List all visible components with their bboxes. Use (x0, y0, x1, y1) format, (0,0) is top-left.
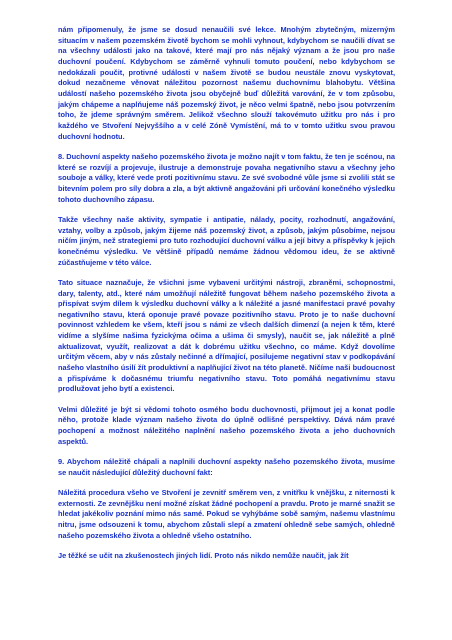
paragraph-importance: Velmi důležité je být si vědomi tohoto osmého bodu duchovnosti, přijmout jej a konat podle něho, protože klade význam našeho života do úplně odlišné perspektivy. Dává nám pravé pochopení a možnost náležitého naplnění našeho pozemského života a jeho duchovních aspektů. (58, 404, 395, 446)
paragraph-lessons: nám připomenuly, že jsme se dosud nenaučili své lekce. Mnohým zbytečným, mizerným situacím v našem pozemském životě bychom se mohli vyhnout, kdybychom se naučili dívat se na všechny události jako na takové, které mají pro nás nějaký význam a že jsou pro naše duchovní poučení. Kdybychom se záměrně vyhnuli tomuto poučení, nebo kdybychom se nedokázali poučit, protivné události v našem životě se budou neustále znovu vyskytovat, dokud nezačneme věnovat náležitou pozornost našemu duchovnímu blahobytu. Většina událostí našeho pozemského života jsou obyčejně buď důležitá varování, že v tom způsobu, jakým chápeme a naplňujeme náš pozemský život, je něco velmi špatně, nebo jsou potvrzením toho, že jdeme správným směrem. Jelikož všechno slouží takovémuto užitku pro nás i pro každého ve Stvoření Nejvyššího a v celé Zóně Vymístění, má to v tomto užitku svou pravou duchovní hodnotu. (58, 25, 395, 141)
paragraph-activities: Takže všechny naše aktivity, sympatie i antipatie, nálady, pocity, rozhodnutí, angažování, vztahy, volby a způsob, jakým žijeme náš pozemský život, a způsob, jakým působíme, nejsou ničím jiným, než strategiemi pro tuto rozhodující duchovní válku a její bitvy a příspěvky k jejich konečnému výsledku. Ve většině případů nemáme žádnou vědomou ideu, že se aktivně zúčastňujeme v této válce. (58, 214, 395, 267)
paragraph-inside-out: Náležitá procedura všeho ve Stvoření je zevnitř směrem ven, z vnitřku k vnějšku, z niternosti k externosti. Ze zevnějšku není možné získat žádné pochopení a pravdu. Proto je marné snažit se hledat jakékoliv poznání mimo nás samé. Pokud se vyhýbáme sobě samým, našemu vlastnímu nitru, jsme odsouzeni k tomu, abychom zůstali slepí a zmatení ohledně sebe samých, ohledně našeho pozemského života a ohledně všeho ostatního. (58, 488, 395, 540)
paragraph-experience: Je těžké se učit na zkušenostech jiných lidí. Proto nás nikdo nemůže naučit, jak žít (58, 551, 349, 561)
paragraph-point-8: 8. Duchovní aspekty našeho pozemského života je možno najít v tom faktu, že ten je scénou, na které se rozvíjí a projevuje, ilustruje a demonstruje povaha negativního stavu a všechny jeho souboje a války, které vede proti pozitivnímu stavu. Ze své svobodné vůle jsme si zvolili stát se bitevním polem pro síly dobra a zla, a být aktivně angažováni při určování konečného výsledku tohoto duchovního zápasu. (58, 151, 395, 204)
paragraph-point-9: 9. Abychom náležitě chápali a naplnili duchovní aspekty našeho pozemského života, musíme se naučit následující důležitý duchovní fakt: (58, 457, 395, 477)
paragraph-tools: Tato situace naznačuje, že všichni jsme vybaveni určitými nástroji, zbraněmi, schopnostmi, dary, talenty, atd., které nám umožňují náležitě fungovat během našeho pozemského života a přispívat svým dílem k výsledku duchovní války a k náležité a jasné manifestaci pravé povahy negativního stavu, která oponuje pravé povaze pozitivního stavu. Proto je to naše duchovní povinnost vzhledem ke všem, kteří jsou s námi ze všech dalších dimenzí (a nejen k těm, které vidíme a slyšíme našima fyzickýma očima a ušima či smysly), naučit se, jak náležitě a plně aktualizovat, využít, realizovat a dát k dobrému užitku všechno, co máme. Když dovolíme určitým věcem, aby v nás zůstaly nečinné a dřímající, posilujeme negativní stav v podkopávání našeho vlastního úsilí žít produktivní a naplňující život na této planetě. Ničíme naši budoucnost a přispíváme k dočasnému triumfu negativního stavu. Toto pomáhá negativnímu stavu prodlužovat jeho bytí a existenci. (58, 277, 395, 394)
